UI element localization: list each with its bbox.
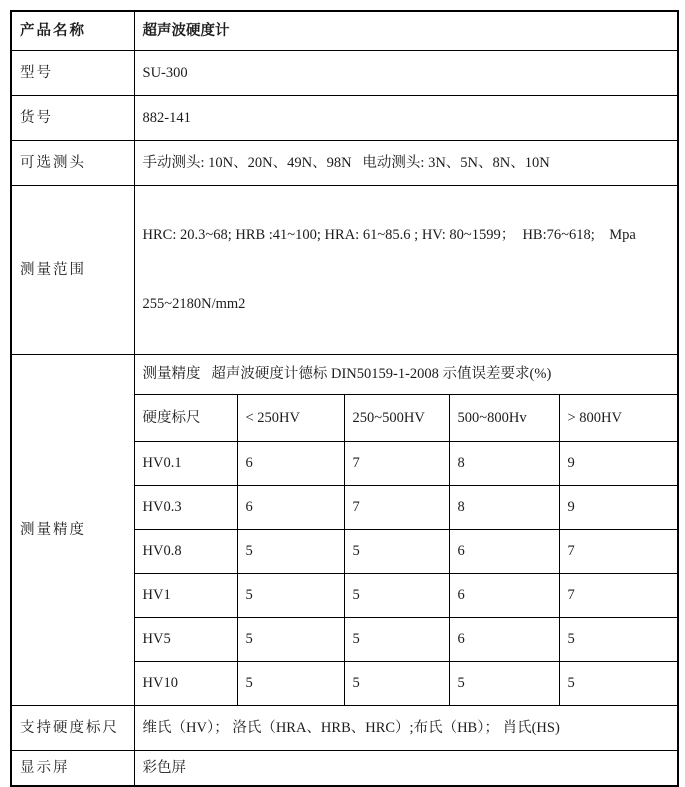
precision-value-cell: 5	[344, 661, 449, 705]
supported-scales-value: 维氏（HV）； 洛氏（HRA、HRB、HRC）;布氏（HB）； 肖氏(HS)	[134, 705, 678, 750]
model-label: 型号	[11, 51, 134, 96]
row-precision-title	[11, 354, 678, 394]
precision-value-cell: 5	[559, 617, 678, 661]
precision-value-cell: 6	[237, 485, 344, 529]
measuring-range-line2: 255~2180N/mm2	[142, 296, 246, 312]
precision-value-cell: 5	[344, 617, 449, 661]
precision-value-cell: 5	[449, 661, 559, 705]
precision-scale-cell: HV0.3	[134, 485, 237, 529]
precision-value-cell: 7	[559, 573, 678, 617]
precision-scale-cell: HV5	[134, 617, 237, 661]
precision-value-cell: 6	[449, 529, 559, 573]
precision-value-cell: 5	[559, 661, 678, 705]
precision-value-cell: 6	[449, 617, 559, 661]
precision-col-header-gt800: > 800HV	[559, 394, 678, 441]
precision-value-cell: 7	[344, 485, 449, 529]
precision-value-cell: 5	[237, 529, 344, 573]
item-number-value: 882-141	[134, 96, 678, 141]
probes-label: 可选测头	[11, 141, 134, 186]
precision-value-cell: 5	[237, 617, 344, 661]
precision-col-header-lt250: < 250HV	[237, 394, 344, 441]
precision-scale-cell: HV0.1	[134, 441, 237, 485]
product-name-label: 产品名称	[11, 11, 134, 51]
precision-value-cell: 8	[449, 441, 559, 485]
precision-value-cell: 7	[559, 529, 678, 573]
measuring-range-line1: HRC: 20.3~68; HRB :41~100; HRA: 61~85.6 ; HV: 80~1599； HB:76~618; Mpa	[142, 227, 636, 244]
row-product-name	[11, 11, 678, 51]
precision-title: 测量精度 超声波硬度计德标 DIN50159-1-2008 示值误差要求(%)	[134, 354, 678, 394]
precision-col-header-500-800: 500~800Hv	[449, 394, 559, 441]
precision-value-cell: 9	[559, 485, 678, 529]
row-measuring-range	[11, 186, 678, 355]
precision-value-cell: 6	[449, 573, 559, 617]
measuring-range-value	[134, 186, 678, 355]
row-supported-scales	[11, 705, 678, 750]
precision-value-cell: 5	[237, 661, 344, 705]
display-value: 彩色屏	[134, 750, 678, 786]
row-model	[11, 51, 678, 96]
supported-scales-label: 支持硬度标尺	[11, 705, 134, 750]
row-display	[11, 750, 678, 786]
precision-scale-cell: HV10	[134, 661, 237, 705]
precision-value-cell: 7	[344, 441, 449, 485]
row-item-number	[11, 96, 678, 141]
precision-col-header-scale: 硬度标尺	[134, 394, 237, 441]
precision-value-cell: 6	[237, 441, 344, 485]
precision-scale-cell: HV0.8	[134, 529, 237, 573]
precision-value-cell: 5	[237, 573, 344, 617]
precision-col-header-250-500: 250~500HV	[344, 394, 449, 441]
precision-value-cell: 5	[344, 573, 449, 617]
measuring-range-label: 测量范围	[11, 186, 134, 355]
row-probes	[11, 141, 678, 186]
precision-value-cell: 8	[449, 485, 559, 529]
precision-scale-cell: HV1	[134, 573, 237, 617]
model-value: SU-300	[134, 51, 678, 96]
spec-table	[10, 10, 679, 787]
precision-label: 测量精度	[11, 354, 134, 705]
precision-value-cell: 5	[344, 529, 449, 573]
display-label: 显示屏	[11, 750, 134, 786]
product-name-value: 超声波硬度计	[134, 11, 678, 51]
precision-value-cell: 9	[559, 441, 678, 485]
item-number-label: 货号	[11, 96, 134, 141]
probes-value: 手动测头: 10N、20N、49N、98N 电动测头: 3N、5N、8N、10N	[134, 141, 678, 186]
